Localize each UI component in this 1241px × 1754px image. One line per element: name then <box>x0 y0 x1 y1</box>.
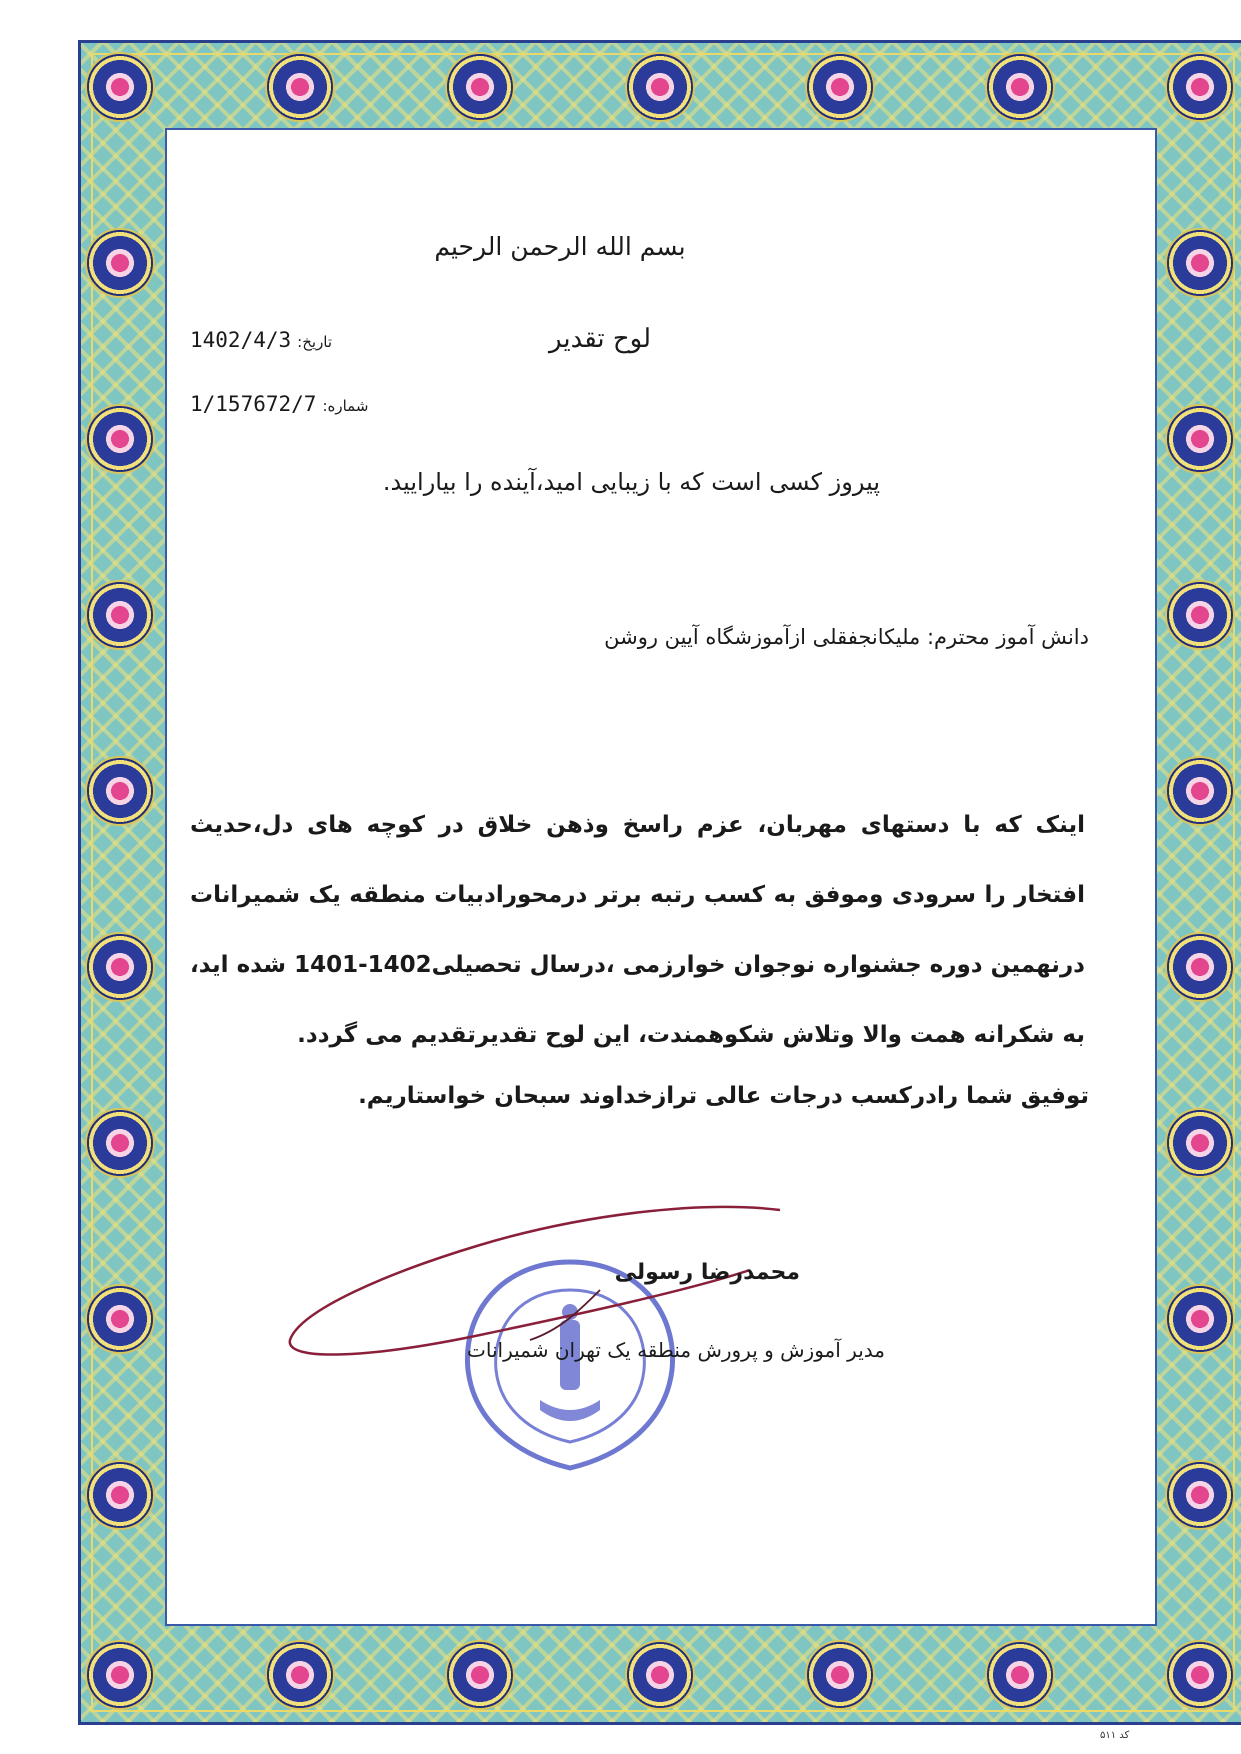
medallion-ornament <box>445 1640 515 1710</box>
medallion-ornament <box>85 1108 155 1178</box>
number-row <box>190 392 368 416</box>
medallion-ornament <box>85 580 155 650</box>
medallion-ornament <box>1165 756 1235 826</box>
medallion-ornament <box>1165 580 1235 650</box>
medallion-ornament <box>85 756 155 826</box>
medallion-ornament <box>985 52 1055 122</box>
date-value: 1402/4/3 <box>190 328 292 352</box>
medallion-ornament <box>85 228 155 298</box>
medallion-ornament <box>985 1640 1055 1710</box>
medallion-ornament <box>625 1640 695 1710</box>
recipient-line: دانش آموز محترم: ملیکانجفقلی ازآموزشگاه آیین روشن <box>604 625 1089 649</box>
medallion-ornament <box>805 52 875 122</box>
medallion-ornament <box>1165 1640 1235 1710</box>
motto-line: پیروز کسی است که با زیبایی امید،آینده را بیارایید. <box>382 468 880 496</box>
body-paragraph: اینک که با دستهای مهربان، عزم راسخ وذهن خلاق در کوچه های دل،حدیث افتخار را سرودی وموفق به کسب رتبه برتر درمحورادبیات منطقه یک شمیرانات درنهمین دوره جشنواره نوجوان خوارزمی ،درسال تحصیلی1402-1401 شده اید، به شکرانه همت والا وتلاش شکوهمندت، این لوح تقدیرتقدیم می گردد. <box>190 812 1085 1048</box>
medallion-ornament <box>1165 1108 1235 1178</box>
medallion-ornament <box>805 1640 875 1710</box>
certificate-title: لوح تقدیر <box>548 324 652 354</box>
medallion-ornament <box>1165 1284 1235 1354</box>
medallion-ornament <box>85 52 155 122</box>
number-value: 1/157672/7 <box>190 392 317 416</box>
signer-name: محمدرضا رسولی <box>614 1260 800 1285</box>
medallion-ornament <box>85 404 155 474</box>
medallion-ornament <box>625 52 695 122</box>
number-label: شماره: <box>322 397 369 415</box>
medallion-ornament <box>265 52 335 122</box>
signer-role: مدیر آموزش و پرورش منطقه یک تهران شمیرانات <box>467 1338 885 1362</box>
medallion-ornament <box>1165 404 1235 474</box>
medallion-ornament <box>1165 932 1235 1002</box>
medallion-ornament <box>85 932 155 1002</box>
medallion-ornament <box>445 52 515 122</box>
medallion-ornament <box>1165 228 1235 298</box>
bismillah-heading: بسم الله الرحمن الرحيم <box>434 232 686 261</box>
medallion-ornament <box>85 1284 155 1354</box>
medallion-ornament <box>1165 1460 1235 1530</box>
medallion-ornament <box>85 1640 155 1710</box>
medallion-ornament <box>1165 52 1235 122</box>
date-row <box>190 328 332 352</box>
medallion-ornament <box>85 1460 155 1530</box>
closing-line: توفیق شما رادرکسب درجات عالی ترازخداوند سبحان خواستاریم. <box>358 1083 1089 1109</box>
footer-code: کد ۵۱۱ <box>1100 1730 1130 1741</box>
medallion-ornament <box>265 1640 335 1710</box>
date-label: تاریخ: <box>297 333 333 351</box>
